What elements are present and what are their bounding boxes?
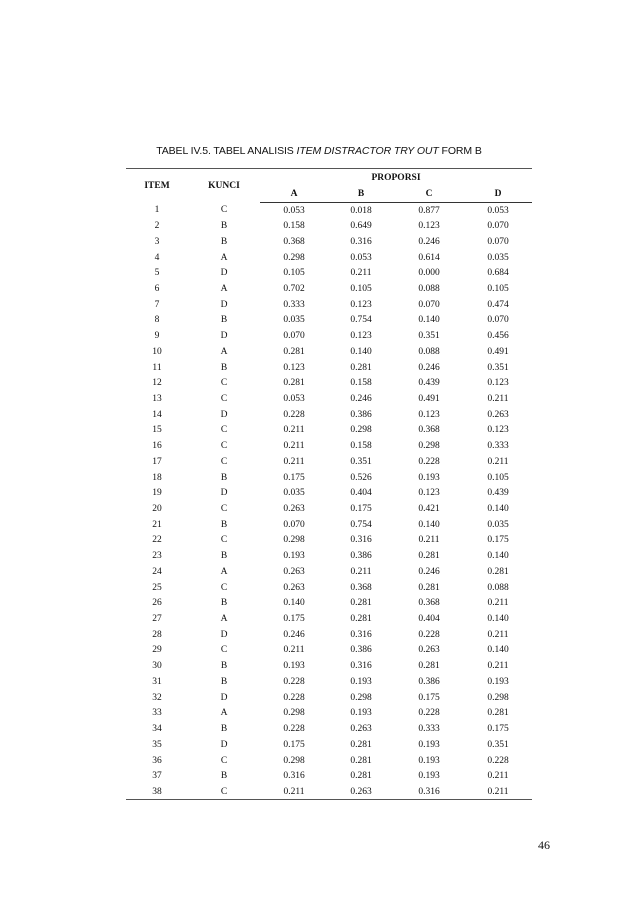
item-number: 13 [152,393,162,404]
proportion-c: 0.351 [418,331,440,342]
answer-key: D [220,299,228,310]
table-row [126,218,532,234]
proportion-b: 0.281 [350,739,372,750]
item-number: 16 [152,441,162,452]
table-row [126,611,532,627]
item-number: 14 [152,409,162,420]
proportion-c: 0.298 [418,441,440,452]
proportion-d: 0.105 [487,283,509,294]
item-number: 6 [154,283,160,294]
proportion-c: 0.333 [418,724,440,735]
table-row [126,548,532,564]
proportion-b: 0.368 [350,582,372,593]
header-option-a: A [260,186,328,203]
item-number: 25 [152,582,162,593]
table-row [126,234,532,250]
item-number: 31 [152,676,162,687]
proportion-b: 0.263 [328,784,394,800]
table-row [126,674,532,690]
table-row [126,706,532,722]
proportion-a: 0.070 [283,331,305,342]
item-number: 38 [126,784,188,800]
proportion-c: 0.000 [418,268,440,279]
table-row [126,721,532,737]
table-row [126,375,532,391]
proportion-c: 0.263 [418,645,440,656]
proportion-a: 0.158 [283,221,305,232]
table-row [126,360,532,376]
proportion-d: 0.211 [464,784,532,800]
answer-key: A [220,252,228,263]
proportion-a: 0.035 [283,315,305,326]
proportion-b: 0.316 [350,535,372,546]
table-row [126,627,532,643]
proportion-c: 0.246 [418,362,440,373]
item-number: 4 [154,252,160,263]
proportion-d: 0.175 [487,535,509,546]
proportion-d: 0.035 [487,519,509,530]
proportion-d: 0.263 [487,409,509,420]
proportion-a: 0.228 [283,692,305,703]
proportion-b: 0.316 [350,661,372,672]
proportion-c: 0.368 [418,425,440,436]
item-number: 33 [152,708,162,719]
table-row [126,344,532,360]
proportion-b: 0.386 [350,645,372,656]
proportion-d: 0.333 [487,441,509,452]
table-row [126,281,532,297]
item-number: 30 [152,661,162,672]
proportion-d: 0.281 [487,708,509,719]
proportion-d: 0.211 [487,771,509,782]
table-row [126,564,532,580]
proportion-c: 0.421 [418,504,440,515]
proportion-c: 0.281 [418,551,440,562]
proportion-a: 0.263 [283,504,305,515]
proportion-d: 0.035 [487,252,509,263]
proportion-d: 0.105 [487,472,509,483]
proportion-c: 0.088 [418,346,440,357]
proportion-c: 0.088 [418,283,440,294]
proportion-c: 0.123 [418,488,440,499]
proportion-a: 0.211 [283,645,305,656]
proportion-d: 0.070 [487,236,509,247]
answer-key: C [220,504,228,515]
proportion-b: 0.298 [350,425,372,436]
proportion-c: 0.614 [418,252,440,263]
answer-key: C [188,784,260,800]
answer-key: D [220,409,228,420]
proportion-c: 0.193 [418,472,440,483]
proportion-d: 0.211 [487,598,509,609]
proportion-c: 0.193 [418,771,440,782]
proportion-a: 0.140 [283,598,305,609]
proportion-d: 0.053 [487,205,509,216]
table-row [126,768,532,784]
proportion-a: 0.298 [283,755,305,766]
item-number: 5 [154,268,160,279]
answer-key: B [220,519,228,530]
answer-key: B [220,598,228,609]
proportion-a: 0.263 [283,566,305,577]
proportion-a: 0.281 [283,346,305,357]
header-option-c: C [394,186,464,203]
item-number: 19 [152,488,162,499]
proportion-d: 0.193 [487,676,509,687]
proportion-c: 0.491 [418,393,440,404]
answer-key: B [220,771,228,782]
proportion-b: 0.193 [350,708,372,719]
answer-key: A [220,283,228,294]
answer-key: C [220,645,228,656]
proportion-c: 0.211 [418,535,440,546]
item-number: 24 [152,566,162,577]
proportion-b: 0.386 [350,551,372,562]
proportion-c: 0.193 [418,755,440,766]
table-row [126,328,532,344]
table-row [126,313,532,329]
proportion-a: 0.053 [283,205,305,216]
caption-part1: TABEL IV.5. TABEL ANALISIS [156,145,297,157]
proportion-a: 0.228 [283,409,305,420]
table-row [126,753,532,769]
item-number: 17 [152,456,162,467]
proportion-d: 0.439 [487,488,509,499]
proportion-d: 0.684 [487,268,509,279]
item-number: 36 [152,755,162,766]
proportion-b: 0.386 [350,409,372,420]
proportion-b: 0.123 [350,331,372,342]
table-row [126,407,532,423]
item-number: 35 [152,739,162,750]
answer-key: B [220,676,228,687]
item-number: 1 [154,205,160,216]
table-row [126,690,532,706]
item-number: 37 [152,771,162,782]
proportion-a: 0.298 [283,708,305,719]
answer-key: B [220,315,228,326]
proportion-b: 0.754 [350,315,372,326]
item-number: 2 [154,221,160,232]
proportion-b: 0.526 [350,472,372,483]
answer-key: C [220,393,228,404]
proportion-d: 0.491 [487,346,509,357]
proportion-b: 0.316 [350,629,372,640]
proportion-c: 0.140 [418,519,440,530]
proportion-c: 0.386 [418,676,440,687]
proportion-a: 0.211 [283,456,305,467]
header-option-b: B [328,186,394,203]
proportion-a: 0.298 [283,252,305,263]
caption-part2: FORM B [438,145,482,157]
proportion-b: 0.351 [350,456,372,467]
proportion-b: 0.281 [350,614,372,625]
answer-key: C [220,205,228,216]
caption-italic: ITEM DISTRACTOR TRY OUT [296,145,439,157]
item-number: 8 [154,315,160,326]
proportion-b: 0.158 [350,441,372,452]
item-number: 34 [152,724,162,735]
item-number: 9 [154,331,160,342]
proportion-a: 0.211 [260,784,328,800]
item-number: 28 [152,629,162,640]
proportion-c: 0.281 [418,661,440,672]
proportion-a: 0.316 [283,771,305,782]
proportion-a: 0.105 [283,268,305,279]
proportion-a: 0.175 [283,739,305,750]
proportion-d: 0.175 [487,724,509,735]
answer-key: A [220,566,228,577]
proportion-b: 0.281 [350,755,372,766]
proportion-d: 0.140 [487,645,509,656]
item-number: 21 [152,519,162,530]
answer-key: B [220,221,228,232]
answer-key: D [220,268,228,279]
answer-key: A [220,346,228,357]
answer-key: B [220,362,228,373]
answer-key: B [220,551,228,562]
proportion-b: 0.175 [350,504,372,515]
header-option-d: D [464,186,532,203]
table-row [126,533,532,549]
proportion-c: 0.123 [418,409,440,420]
proportion-b: 0.018 [350,205,372,216]
proportion-a: 0.298 [283,535,305,546]
proportion-b: 0.193 [350,676,372,687]
proportion-b: 0.404 [350,488,372,499]
proportion-d: 0.351 [487,362,509,373]
proportion-a: 0.053 [283,393,305,404]
answer-key: C [220,441,228,452]
proportion-b: 0.281 [350,598,372,609]
proportion-b: 0.053 [350,252,372,263]
table-row [126,580,532,596]
table-row [126,391,532,407]
proportion-a: 0.193 [283,661,305,672]
table-row [126,595,532,611]
proportion-b: 0.105 [350,283,372,294]
table-row [126,501,532,517]
proportion-b: 0.649 [350,221,372,232]
proportion-d: 0.351 [487,739,509,750]
proportion-d: 0.211 [487,456,509,467]
proportion-a: 0.333 [283,299,305,310]
proportion-a: 0.175 [283,614,305,625]
proportion-c: 0.228 [418,708,440,719]
header-kunci: KUNCI [188,169,260,203]
item-number: 23 [152,551,162,562]
answer-key: B [220,472,228,483]
table-caption [0,145,638,157]
proportion-d: 0.211 [487,393,509,404]
table-row [126,784,532,800]
table-row [126,297,532,313]
item-number: 11 [152,362,162,373]
proportion-c: 0.316 [394,784,464,800]
proportion-d: 0.211 [487,661,509,672]
answer-key: D [220,331,228,342]
proportion-a: 0.035 [283,488,305,499]
item-number: 32 [152,692,162,703]
proportion-c: 0.246 [418,566,440,577]
answer-key: A [220,614,228,625]
answer-key: A [220,708,228,719]
proportion-c: 0.175 [418,692,440,703]
proportion-b: 0.158 [350,378,372,389]
proportion-c: 0.404 [418,614,440,625]
proportion-c: 0.246 [418,236,440,247]
item-number: 15 [152,425,162,436]
header-proporsi: PROPORSI [260,169,532,187]
answer-key: B [220,724,228,735]
distractor-analysis-table [126,168,532,800]
proportion-c: 0.228 [418,456,440,467]
proportion-a: 0.368 [283,236,305,247]
proportion-b: 0.316 [350,236,372,247]
table-row [126,658,532,674]
proportion-b: 0.211 [350,268,372,279]
proportion-a: 0.175 [283,472,305,483]
item-number: 18 [152,472,162,483]
item-number: 10 [152,346,162,357]
proportion-a: 0.702 [283,283,305,294]
proportion-b: 0.140 [350,346,372,357]
answer-key: D [220,692,228,703]
proportion-a: 0.281 [283,378,305,389]
proportion-c: 0.070 [418,299,440,310]
answer-key: C [220,582,228,593]
header-item: ITEM [126,169,188,203]
proportion-d: 0.070 [487,221,509,232]
proportion-d: 0.140 [487,614,509,625]
proportion-c: 0.123 [418,221,440,232]
item-number: 22 [152,535,162,546]
proportion-d: 0.140 [487,504,509,515]
table-body [126,203,532,800]
proportion-a: 0.193 [283,551,305,562]
proportion-c: 0.439 [418,378,440,389]
table-row [126,517,532,533]
proportion-d: 0.228 [487,755,509,766]
proportion-b: 0.754 [350,519,372,530]
proportion-a: 0.263 [283,582,305,593]
item-number: 12 [152,378,162,389]
proportion-b: 0.123 [350,299,372,310]
proportion-d: 0.088 [487,582,509,593]
table-row [126,643,532,659]
proportion-b: 0.246 [350,393,372,404]
answer-key: B [220,236,228,247]
proportion-b: 0.281 [350,771,372,782]
answer-key: C [220,425,228,436]
page-number: 46 [538,838,550,852]
proportion-a: 0.070 [283,519,305,530]
answer-key: C [220,378,228,389]
answer-key: D [220,488,228,499]
item-number: 26 [152,598,162,609]
item-number: 27 [152,614,162,625]
table-row [126,265,532,281]
table-row [126,454,532,470]
answer-key: C [220,755,228,766]
table-row [126,423,532,439]
proportion-c: 0.877 [418,205,440,216]
proportion-d: 0.070 [487,315,509,326]
proportion-d: 0.123 [487,378,509,389]
proportion-b: 0.211 [350,566,372,577]
proportion-d: 0.298 [487,692,509,703]
proportion-b: 0.298 [350,692,372,703]
proportion-b: 0.263 [350,724,372,735]
item-number: 3 [154,236,160,247]
proportion-c: 0.368 [418,598,440,609]
proportion-a: 0.246 [283,629,305,640]
proportion-c: 0.193 [418,739,440,750]
answer-key: B [220,661,228,672]
table-row [126,250,532,266]
proportion-a: 0.228 [283,676,305,687]
proportion-a: 0.211 [283,441,305,452]
table-row [126,737,532,753]
proportion-d: 0.474 [487,299,509,310]
table-row [126,203,532,219]
table-row [126,485,532,501]
proportion-d: 0.211 [487,629,509,640]
proportion-d: 0.456 [487,331,509,342]
item-number: 20 [152,504,162,515]
proportion-a: 0.123 [283,362,305,373]
proportion-d: 0.281 [487,566,509,577]
item-number: 29 [152,645,162,656]
proportion-a: 0.228 [283,724,305,735]
item-number: 7 [154,299,160,310]
answer-key: D [220,739,228,750]
proportion-a: 0.211 [283,425,305,436]
proportion-b: 0.281 [350,362,372,373]
proportion-d: 0.140 [487,551,509,562]
table-row [126,438,532,454]
proportion-c: 0.281 [418,582,440,593]
answer-key: C [220,456,228,467]
table-row [126,470,532,486]
answer-key: C [220,535,228,546]
proportion-c: 0.228 [418,629,440,640]
answer-key: D [220,629,228,640]
proportion-d: 0.123 [487,425,509,436]
proportion-c: 0.140 [418,315,440,326]
